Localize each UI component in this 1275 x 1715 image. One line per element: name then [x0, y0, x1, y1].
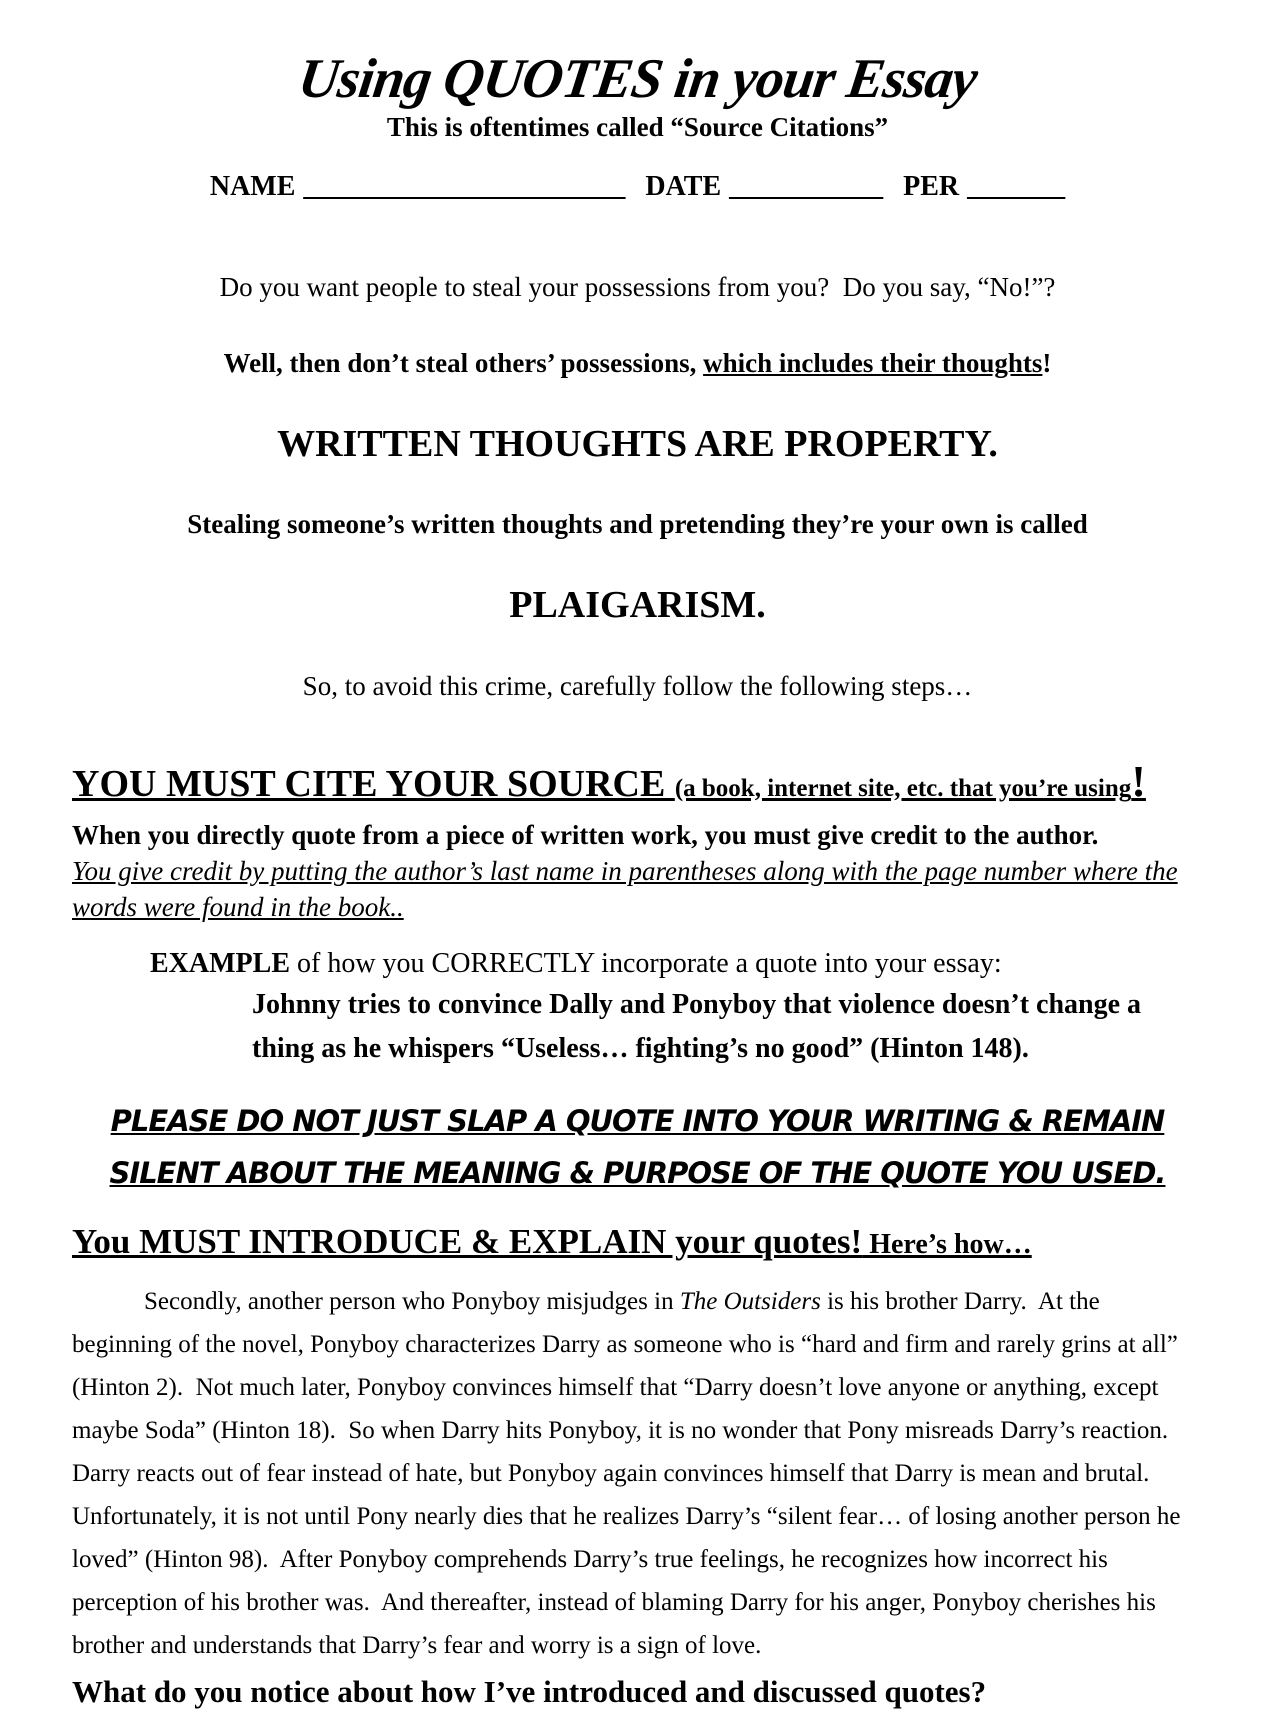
essay-text-before: Secondly, another person who Ponyboy misjudges in	[144, 1288, 680, 1315]
page-subtitle: This is oftentimes called “Source Citations”	[386, 112, 889, 142]
example-quote: Johnny tries to convince Dally and Ponyboy that violence doesn’t change a thing as he whispers “Useless… fighting’s no good” (Hinton 148).	[252, 989, 1149, 1064]
example-intro-rest: of how you CORRECTLY incorporate a quote into your essay:	[290, 948, 1002, 979]
introduce-explain-heading-main: You MUST INTRODUCE & EXPLAIN your quotes!	[72, 1222, 863, 1261]
example-label: EXAMPLE	[150, 948, 290, 979]
intro-question-line: Do you want people to steal your possessions from you? Do you say, “No!”?	[219, 272, 1056, 302]
avoid-crime-line: So, to avoid this crime, carefully follow the following steps…	[302, 671, 973, 701]
intro-admonition-line	[72, 342, 1203, 384]
intro-admonition-suffix: !	[1042, 348, 1052, 378]
introduce-explain-heading-sub: Here’s how…	[862, 1229, 1032, 1260]
date-blank: ___________	[729, 171, 884, 202]
name-date-per-row	[72, 170, 1203, 204]
cite-rule-line: When you directly quote from a piece of written work, you must give credit to the author.	[72, 820, 1099, 850]
name-label: NAME	[209, 171, 296, 202]
cite-source-heading-exclaim: !	[1131, 757, 1146, 806]
stealing-definition-line: Stealing someone’s written thoughts and pretending they’re your own is called	[187, 509, 1088, 539]
intro-underlined-phrase: which includes their thoughts	[703, 348, 1043, 378]
page-title	[72, 48, 1203, 110]
warning-line-1: PLEASE DO NOT JUST SLAP A QUOTE INTO YOUR WRITING & REMAIN	[110, 1104, 1165, 1138]
cite-source-heading-main: YOU MUST CITE YOUR SOURCE	[72, 763, 675, 805]
name-blank: _______________________	[303, 171, 626, 202]
intro-admonition-prefix: Well, then don’t steal others’ possessions,	[223, 348, 704, 378]
written-thoughts-heading: WRITTEN THOUGHTS ARE PROPERTY.	[277, 423, 998, 465]
essay-paragraph	[72, 1280, 1203, 1667]
cite-method-line: You give credit by putting the author’s last name in parentheses along with the page number where the words were found in the book..	[72, 856, 1178, 922]
example-intro-line	[150, 945, 1203, 983]
date-label: DATE	[645, 171, 722, 202]
warning-line-2: SILENT ABOUT THE MEANING & PURPOSE OF THE QUOTE YOU USED.	[109, 1156, 1166, 1190]
essay-text-after: is his brother Darry. At the beginning of the novel, Ponyboy characterizes Darry as someone who is “hard and firm and rarely grins at all” (Hinton 2). Not much later, Ponyboy convinces himself that “Darry doesn’t love anyone or anything, except maybe Soda” (Hinton 18). So when Darry hits Ponyboy, it is no wonder that Pony misreads Darry’s reaction. Darry reacts out of fear instead of hate, but Ponyboy again convinces himself that Darry is mean and brutal. Unfortunately, it is not until Pony nearly dies that he realizes Darry’s “silent fear… of losing another person he loved” (Hinton 98). After Ponyboy comprehends Darry’s true feelings, he recognizes how incorrect his perception of his brother was. And thereafter, instead of blaming Darry for his anger, Ponyboy cherishes his brother and understands that Darry’s fear and worry is a sign of love.	[72, 1288, 1187, 1659]
book-title: The Outsiders	[679, 1288, 821, 1315]
closing-question: What do you notice about how I’ve introduced and discussed quotes?	[72, 1674, 987, 1709]
introduce-explain-heading	[72, 1219, 1203, 1268]
per-label: PER	[903, 171, 960, 202]
page-title-text: Using QUOTES in your Essay	[294, 48, 981, 110]
intro-block	[72, 232, 1203, 742]
plagiarism-heading: PLAIGARISM.	[509, 584, 766, 626]
per-blank: _______	[967, 171, 1066, 202]
cite-source-heading	[72, 758, 1203, 813]
cite-source-heading-paren: (a book, internet site, etc. that you’re using	[674, 775, 1132, 802]
warning-note	[72, 1095, 1203, 1199]
